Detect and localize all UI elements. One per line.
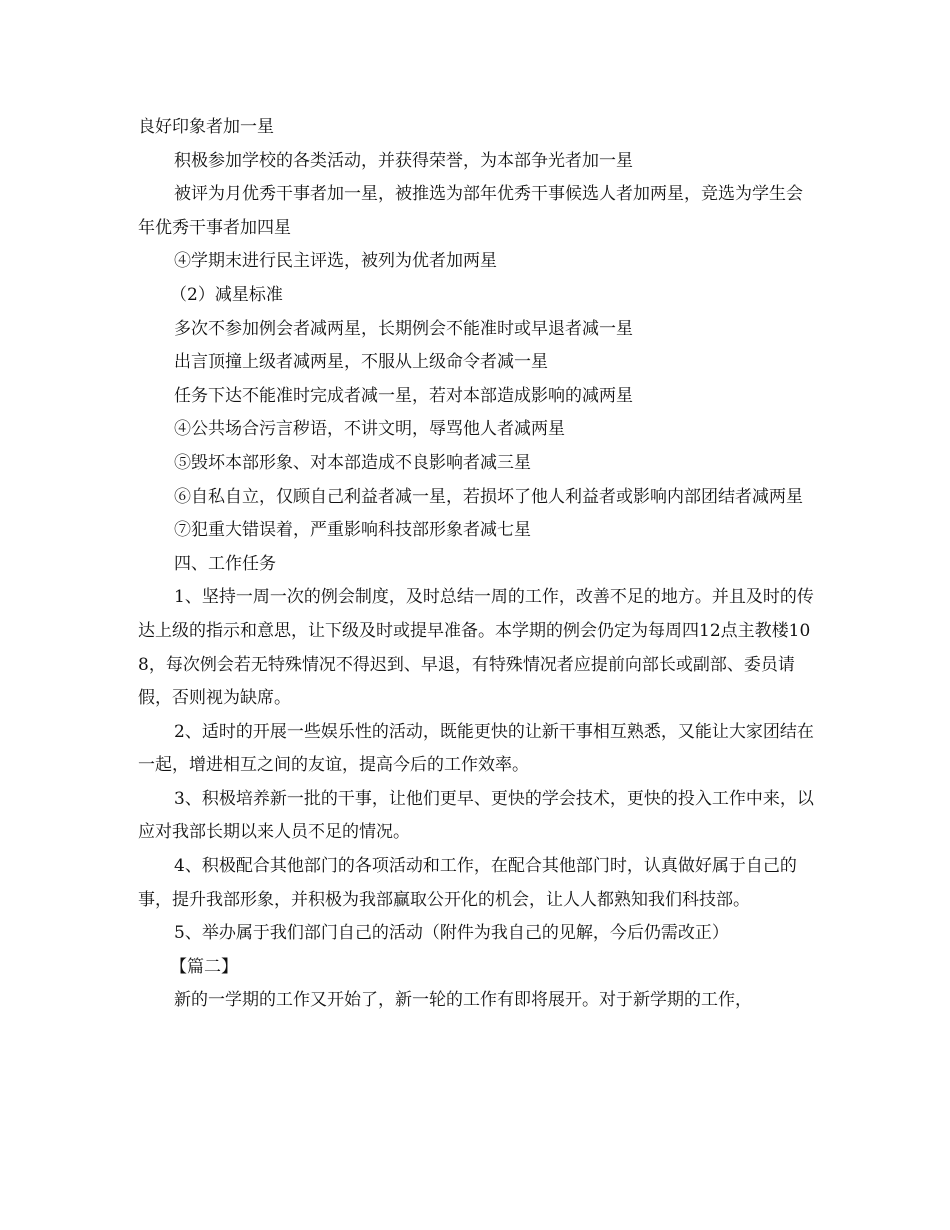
paragraph-20: 新的一学期的工作又开始了，新一轮的工作有即将展开。对于新学期的工作， <box>174 990 752 1011</box>
document-body <box>138 111 814 1018</box>
section-heading-deduction: （2）减星标准 <box>170 284 283 305</box>
paragraph-7: 出言顶撞上级者减两星，不服从上级命令者减一星 <box>174 352 548 373</box>
section-heading-tasks: 四、工作任务 <box>174 553 276 574</box>
task-item-2: 2、适时的开展一些娱乐性的活动，既能更快的让新干事相互熟悉，又能让大家团结在一起，增进相互之间的友谊，提高今后的工作效率。 <box>138 721 814 776</box>
paragraph-2: 积极参加学校的各类活动，并获得荣誉，为本部争光者加一星 <box>174 150 633 171</box>
paragraph-8: 任务下达不能准时完成者减一星，若对本部造成影响的减两星 <box>174 385 633 406</box>
paragraph-1: 良好印象者加一星 <box>138 117 274 137</box>
task-item-1: 1、坚持一周一次的例会制度，及时总结一周的工作，改善不足的地方。并且及时的传达上级的指示和意思，让下级及时或提早准备。本学期的例会仍定为每周四12点主教楼108，每次例会若无特殊情况不得迟到、早退，有特殊情况者应提前向部长或副部、委员请假，否则视为缺席。 <box>138 587 814 709</box>
task-item-4: 4、积极配合其他部门的各项活动和工作，在配合其他部门时，认真做好属于自己的事，提升我部形象，并积极为我部赢取公开化的机会，让人人都熟知我们科技部。 <box>138 856 797 910</box>
paragraph-10: ⑤毁坏本部形象、对本部造成不良影响者减三星 <box>174 452 531 473</box>
paragraph-6: 多次不参加例会者减两星，长期例会不能准时或早退者减一星 <box>174 318 633 339</box>
task-item-5: 5、举办属于我们部门自己的活动（附件为我自己的见解，今后仍需改正） <box>174 923 729 944</box>
paragraph-11: ⑥自私自立，仅顾自己利益者减一星，若损坏了他人利益者或影响内部团结者减两星 <box>174 486 803 507</box>
task-item-3: 3、积极培养新一批的干事，让他们更早、更快的学会技术，更快的投入工作中来，以应对我部长期以来人员不足的情况。 <box>138 788 814 843</box>
section-heading-part-two: 【篇二】 <box>170 956 238 977</box>
paragraph-3: 被评为月优秀干事者加一星，被推选为部年优秀干事候选人者加两星，竞选为学生会年优秀干事者加四星 <box>138 184 803 238</box>
paragraph-12: ⑦犯重大错误着，严重影响科技部形象者减七星 <box>174 520 531 541</box>
paragraph-9: ④公共场合污言秽语，不讲文明，辱骂他人者减两星 <box>174 419 565 440</box>
paragraph-4: ④学期末进行民主评选，被列为优者加两星 <box>174 251 497 272</box>
